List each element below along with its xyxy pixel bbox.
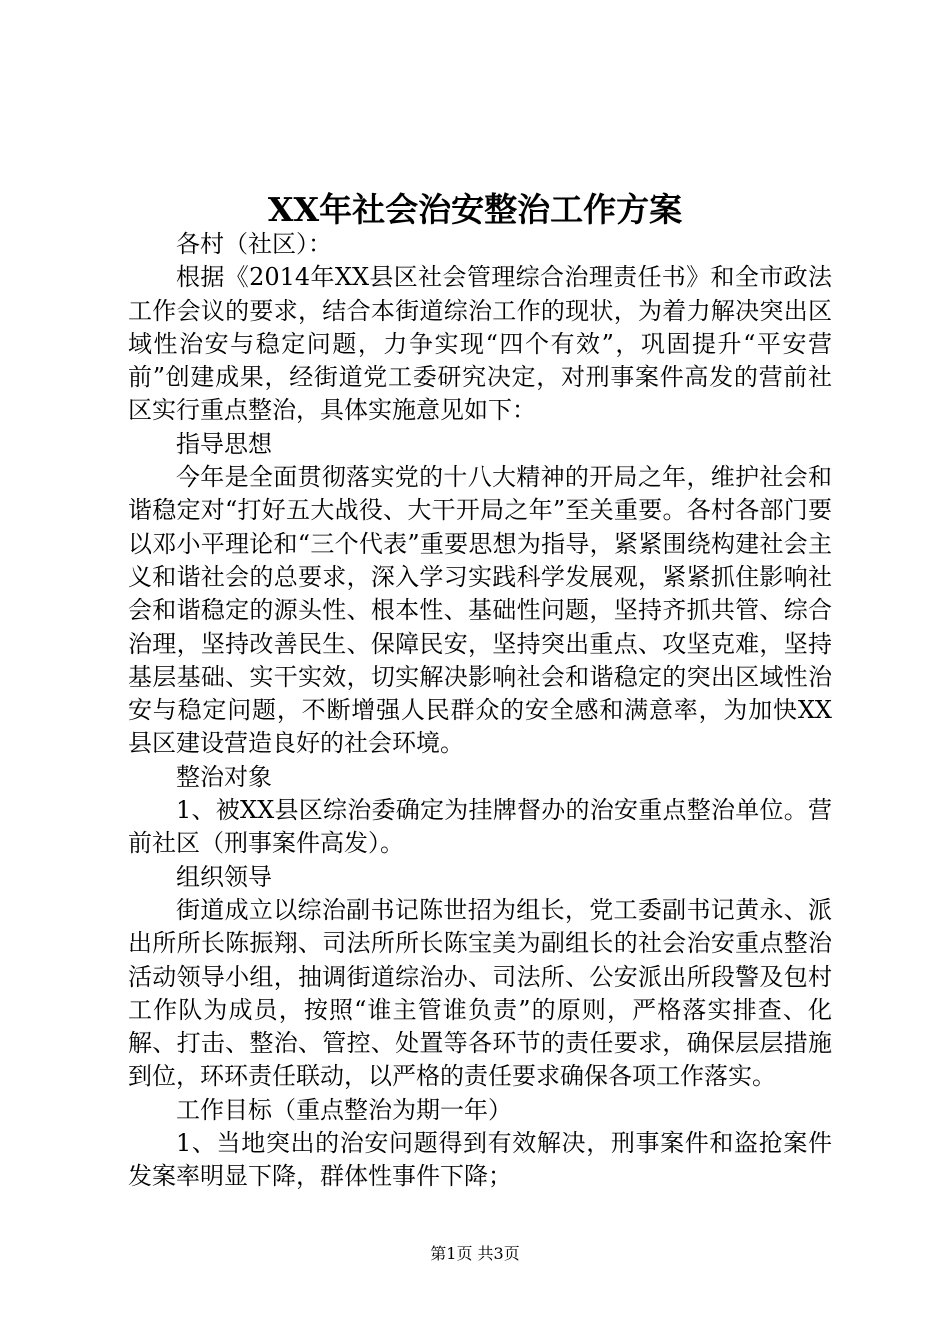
guiding-ideology-paragraph: 今年是全面贯彻落实党的十八大精神的开局之年，维护社会和谐稳定对“打好五大战役、大干开局之年”至关重要。各村各部门要以邓小平理论和“三个代表”重要思想为指导，紧紧围绕构建社会主义和谐社会的总要求，深入学习实践科学发展观，紧紧抓住影响社会和谐稳定的源头性、根本性、基础性问题，坚持齐抓共管、综合治理，坚持改善民生、保障民安，坚持突出重点、攻坚克难，坚持基层基础、实干实效，切实解决影响社会和谐稳定的突出区域性治安与稳定问题，不断增强人民群众的安全感和满意率，为加快XX县区建设营造良好的社会环境。 [128, 463, 832, 758]
salutation: 各村（社区）： [176, 230, 332, 258]
section-heading-leadership: 组织领导 [176, 862, 272, 891]
section-heading-goals: 工作目标（重点整治为期一年） [176, 1095, 512, 1124]
document-body [128, 228, 832, 1194]
section-heading-targets: 整治对象 [176, 762, 272, 791]
targets-paragraph: 1、被XX县区综治委确定为挂牌督办的治安重点整治单位。营前社区（刑事案件高发）。 [128, 796, 832, 858]
section-heading-guiding-ideology: 指导思想 [176, 429, 272, 458]
intro-paragraph: 根据《2014年XX县区社会管理综合治理责任书》和全市政法工作会议的要求，结合本街道综治工作的现状，为着力解决突出区域性治安与稳定问题，力争实现“四个有效”，巩固提升“平安营前”创建成果，经街道党工委研究决定，对刑事案件高发的营前社区实行重点整治，具体实施意见如下： [128, 263, 832, 425]
goals-paragraph: 1、当地突出的治安问题得到有效解决，刑事案件和盗抢案件发案率明显下降，群体性事件下降； [128, 1129, 832, 1191]
leadership-paragraph: 街道成立以综治副书记陈世招为组长，党工委副书记黄永、派出所所长陈振翔、司法所所长陈宝美为副组长的社会治安重点整治活动领导小组，抽调街道综治办、司法所、公安派出所段警及包村工作队为成员，按照“谁主管谁负责”的原则，严格落实排查、化解、打击、整治、管控、处置等各环节的责任要求，确保层层措施到位，环环责任联动，以严格的责任要求确保各项工作落实。 [128, 895, 832, 1091]
page-number-footer: 第1页 共3页 [430, 1244, 520, 1263]
document-title: XX年社会治安整治工作方案 [267, 190, 683, 229]
